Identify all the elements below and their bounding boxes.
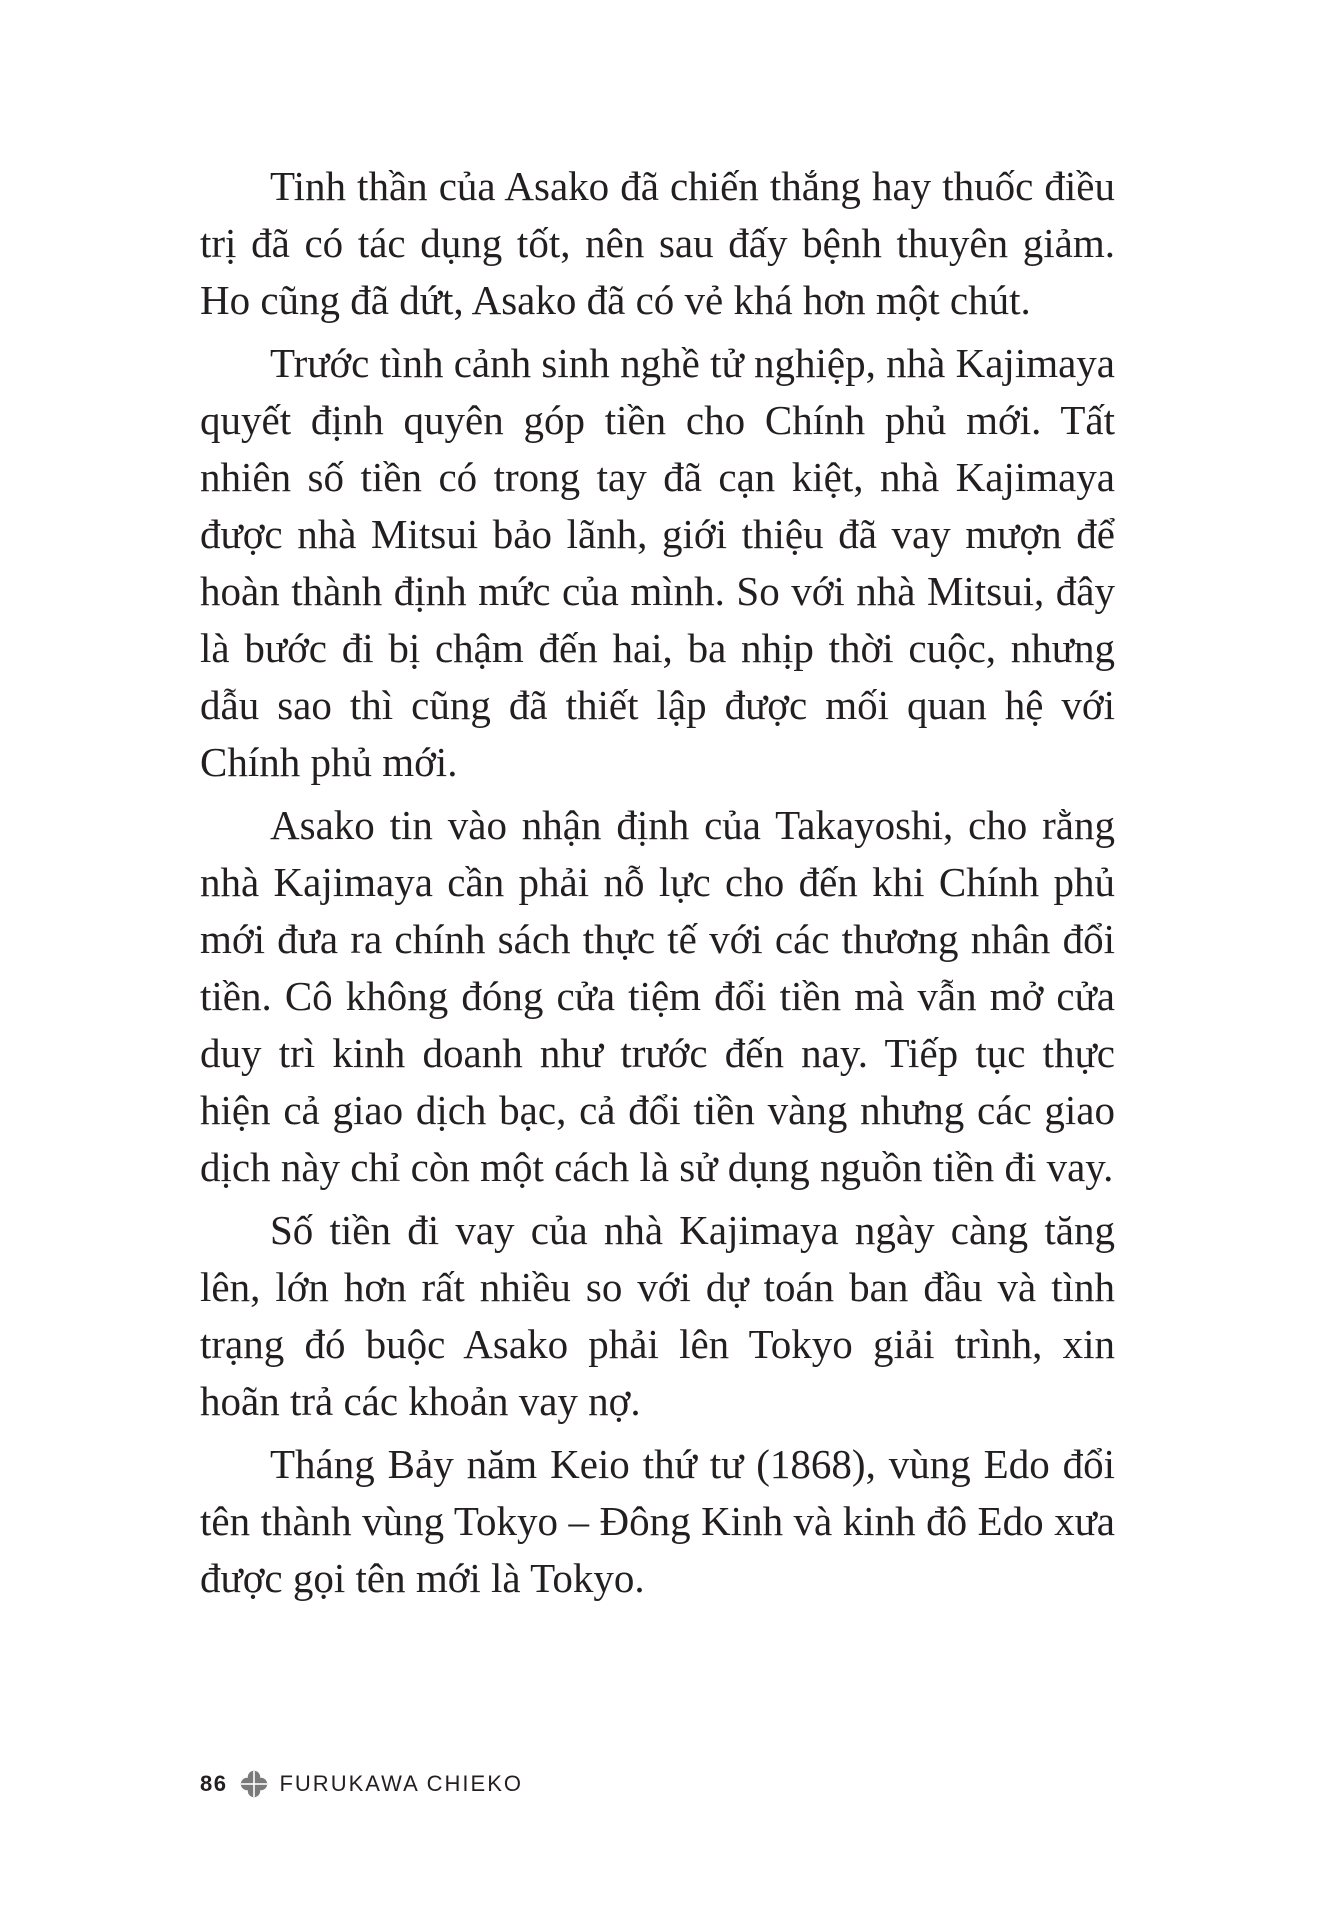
paragraph-4: Số tiền đi vay của nhà Kajimaya ngày càng tăng lên, lớn hơn rất nhiều so với dự toán ban đầu và tình trạng đó buộc Asako phải lên Tokyo giải trình, xin hoãn trả các khoản vay nợ. (200, 1207, 1115, 1424)
paragraph-5: Tháng Bảy năm Keio thứ tư (1868), vùng Edo đổi tên thành vùng Tokyo – Đông Kinh và kinh đô Edo xưa được gọi tên mới là Tokyo. (200, 1441, 1115, 1601)
page-number: 86 (200, 1771, 228, 1796)
page-footer (200, 1768, 523, 1800)
paragraph-3: Asako tin vào nhận định của Takayoshi, cho rằng nhà Kajimaya cần phải nỗ lực cho đến khi Chính phủ mới đưa ra chính sách thực tế với các thương nhân đổi tiền. Cô không đóng cửa tiệm đổi tiền mà vẫn mở cửa duy trì kinh doanh như trước đến nay. Tiếp tục thực hiện cả giao dịch bạc, cả đổi tiền vàng nhưng các giao dịch này chỉ còn một cách là sử dụng nguồn tiền đi vay. (200, 802, 1115, 1190)
paragraph-2: Trước tình cảnh sinh nghề tử nghiệp, nhà Kajimaya quyết định quyên góp tiền cho Chính phủ mới. Tất nhiên số tiền có trong tay đã cạn kiệt, nhà Kajimaya được nhà Mitsui bảo lãnh, giới thiệu đã vay mượn để hoàn thành định mức của mình. So với nhà Mitsui, đây là bước đi bị chậm đến hai, ba nhịp thời cuộc, nhưng dẫu sao thì cũng đã thiết lập được mối quan hệ với Chính phủ mới. (200, 340, 1115, 785)
clover-icon (239, 1769, 269, 1799)
paragraph-1: Tinh thần của Asako đã chiến thắng hay thuốc điều trị đã có tác dụng tốt, nên sau đấy bệnh thuyên giảm. Ho cũng đã dứt, Asako đã có vẻ khá hơn một chút. (200, 163, 1115, 323)
author-name: FURUKAWA CHIEKO (279, 1771, 523, 1796)
body-text (200, 158, 1115, 1613)
